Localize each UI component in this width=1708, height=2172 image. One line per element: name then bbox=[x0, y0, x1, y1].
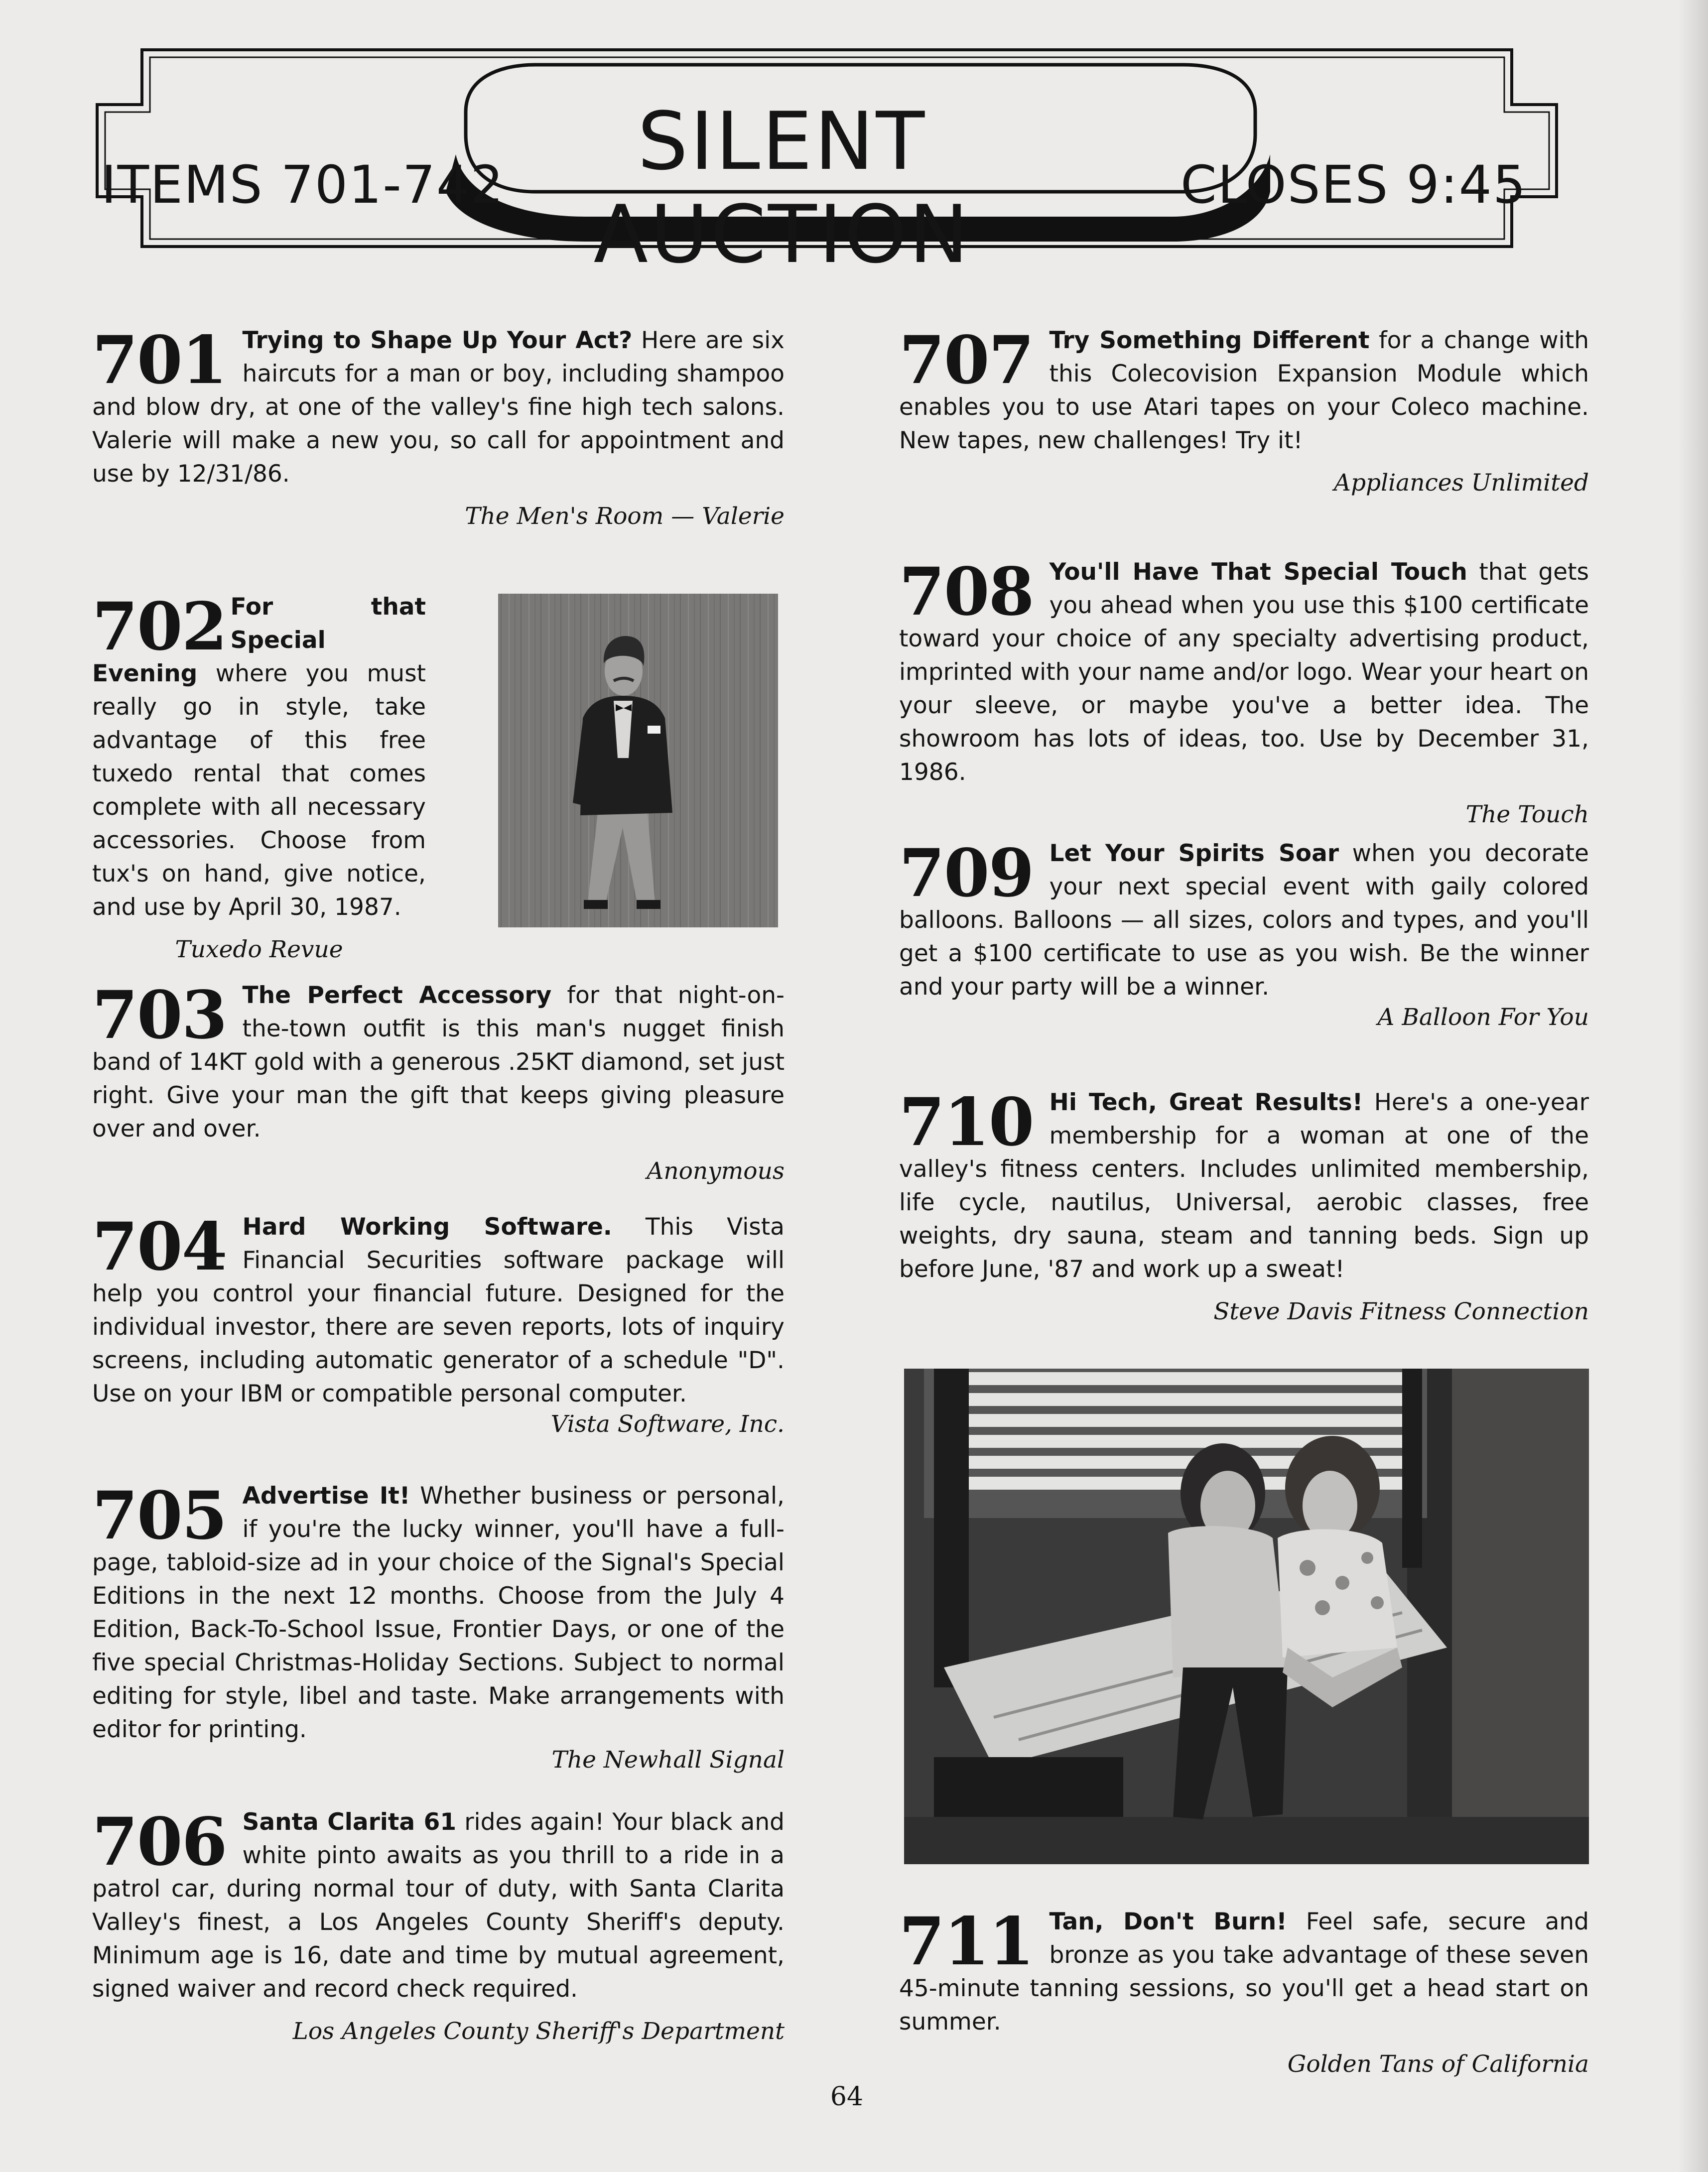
item-number: 709 bbox=[899, 835, 1034, 912]
auction-item-702 bbox=[92, 590, 426, 963]
item-number: 702 bbox=[92, 588, 227, 665]
item-donor: Anonymous bbox=[647, 1157, 785, 1185]
item-lead: Let Your Spirits Soar bbox=[1049, 840, 1339, 867]
item-text: Feel safe, secure and bronze as you take advantage of these seven 45-minute tanning sessions, so you'll get a head start on summer. bbox=[899, 1908, 1589, 2036]
item-donor: The Touch bbox=[1465, 801, 1589, 828]
item-donor: The Men's Room — Valerie bbox=[465, 503, 785, 530]
item-number: 708 bbox=[899, 553, 1034, 631]
item-lead: Try Something Different bbox=[1049, 327, 1370, 354]
auction-item-711 bbox=[899, 1905, 1589, 2078]
item-text: rides again! Your black and white pinto awaits as you thrill to a ride in a patrol car, during normal tour of duty, with Santa Clarita Valley's finest, a Los Angeles County Sheriff's deputy. Minimum age is 16, date and time by mutual agreement, signed waiver and record check required. bbox=[92, 1808, 785, 2003]
item-text: Here are six haircuts for a man or boy, including shampoo and blow dry, at one of the valley's fine high tech salons. Valerie will make a new you, so call for appointment and use by 12/31/86. bbox=[92, 327, 785, 488]
item-lead: For that Special Evening bbox=[92, 593, 426, 687]
item-donor: Appliances Unlimited bbox=[1334, 469, 1589, 497]
auction-item-703 bbox=[92, 979, 785, 1185]
item-donor: Los Angeles County Sheriff's Department bbox=[292, 2018, 785, 2045]
item-number: 705 bbox=[92, 1477, 227, 1554]
item-donor: A Balloon For You bbox=[1377, 1004, 1589, 1031]
item-lead: Trying to Shape Up Your Act? bbox=[242, 327, 633, 354]
auction-item-705 bbox=[92, 1479, 785, 1774]
item-number: 704 bbox=[92, 1208, 227, 1285]
auction-item-710 bbox=[899, 1086, 1589, 1325]
closing-time: CLOSES 9:45 bbox=[1180, 154, 1527, 215]
auction-item-706 bbox=[92, 1805, 785, 2045]
item-text: This Vista Financial Securities software package will help you control your financial future. Designed for the individual investor, there are seven reports, lots of inquiry screens, including automatic generator of a schedule "D". Use on your IBM or compatible personal computer. bbox=[92, 1213, 785, 1407]
item-text: that gets you ahead when you use this $100 certificate toward your choice of any specialty advertising product, imprinted with your name and/or logo. Wear your heart on your sleeve, or maybe you've a better idea. The showroom has lots of ideas, too. Use by December 31, 1986. bbox=[899, 558, 1589, 786]
item-number: 710 bbox=[899, 1084, 1034, 1161]
item-lead: Advertise It! bbox=[242, 1482, 410, 1510]
header-banner bbox=[87, 47, 1577, 281]
item-donor: Vista Software, Inc. bbox=[550, 1410, 785, 1438]
item-text: for a change with this Colecovision Expansion Module which enables you to use Atari tapes on your Coleco machine. New tapes, new challenges! Try it! bbox=[899, 327, 1589, 454]
item-donor: Steve Davis Fitness Connection bbox=[1213, 1298, 1589, 1325]
page-number: 64 bbox=[830, 2082, 864, 2112]
page-title: SILENT AUCTION bbox=[593, 95, 971, 281]
auction-item-708 bbox=[899, 555, 1589, 828]
item-number: 701 bbox=[92, 322, 227, 399]
item-lead: Santa Clarita 61 bbox=[242, 1808, 457, 1836]
item-number: 707 bbox=[899, 322, 1034, 399]
auction-item-707 bbox=[899, 324, 1589, 497]
item-text: for that night-on-the-town outfit is this man's nugget finish band of 14KT gold with a generous .25KT diamond, set just right. Give your man the gift that keeps giving pleasure over and over. bbox=[92, 982, 785, 1143]
item-number: 703 bbox=[92, 977, 227, 1054]
item-lead: Hard Working Software. bbox=[242, 1213, 612, 1241]
item-lead: You'll Have That Special Touch bbox=[1049, 558, 1467, 586]
item-text: Here's a one-year membership for a woman at one of the valley's fitness centers. Includes unlimited membership, life cycle, nautilus, Universal, aerobic classes, free weights, dry sauna, steam and tanning beds. Sign up before June, '87 and work up a sweat! bbox=[899, 1089, 1589, 1283]
items-range: ITEMS 701-742 bbox=[101, 154, 505, 215]
item-number: 706 bbox=[92, 1803, 227, 1881]
auction-item-709 bbox=[899, 837, 1589, 1031]
auction-item-704 bbox=[92, 1210, 785, 1438]
item-lead: Hi Tech, Great Results! bbox=[1049, 1089, 1363, 1116]
item-donor: The Newhall Signal bbox=[551, 1746, 785, 1774]
item-text: when you decorate your next special event with gaily colored balloons. Balloons — all sizes, colors and types, and you'll get a $100 certificate to use as you wish. Be the winner and your party will be a winner. bbox=[899, 840, 1589, 1001]
tanning-photo bbox=[904, 1369, 1589, 1864]
item-lead: The Perfect Accessory bbox=[242, 982, 552, 1009]
item-number: 711 bbox=[899, 1903, 1034, 1980]
item-donor: Golden Tans of California bbox=[1287, 2050, 1589, 2078]
page-edge-shadow bbox=[1678, 0, 1708, 2172]
item-text: where you must really go in style, take advantage of this free tuxedo rental that comes complete with all necessary accessories. Choose from tux's on hand, give notice, and use by April 30, 1987. bbox=[92, 660, 426, 921]
item-lead: Tan, Don't Burn! bbox=[1049, 1908, 1287, 1935]
item-donor: Tuxedo Revue bbox=[175, 936, 343, 963]
auction-item-701 bbox=[92, 324, 785, 530]
tuxedo-photo bbox=[498, 594, 778, 927]
item-text: Whether business or personal, if you're the lucky winner, you'll have a full-page, tabloid-size ad in your choice of the Signal's Special Editions in the next 12 months. Choose from the July 4 Edition, Back-To-School Issue, Frontier Days, or one of the five special Christmas-Holiday Sections. Subject to normal editing for style, libel and taste. Make arrangements with editor for printing. bbox=[92, 1482, 785, 1743]
